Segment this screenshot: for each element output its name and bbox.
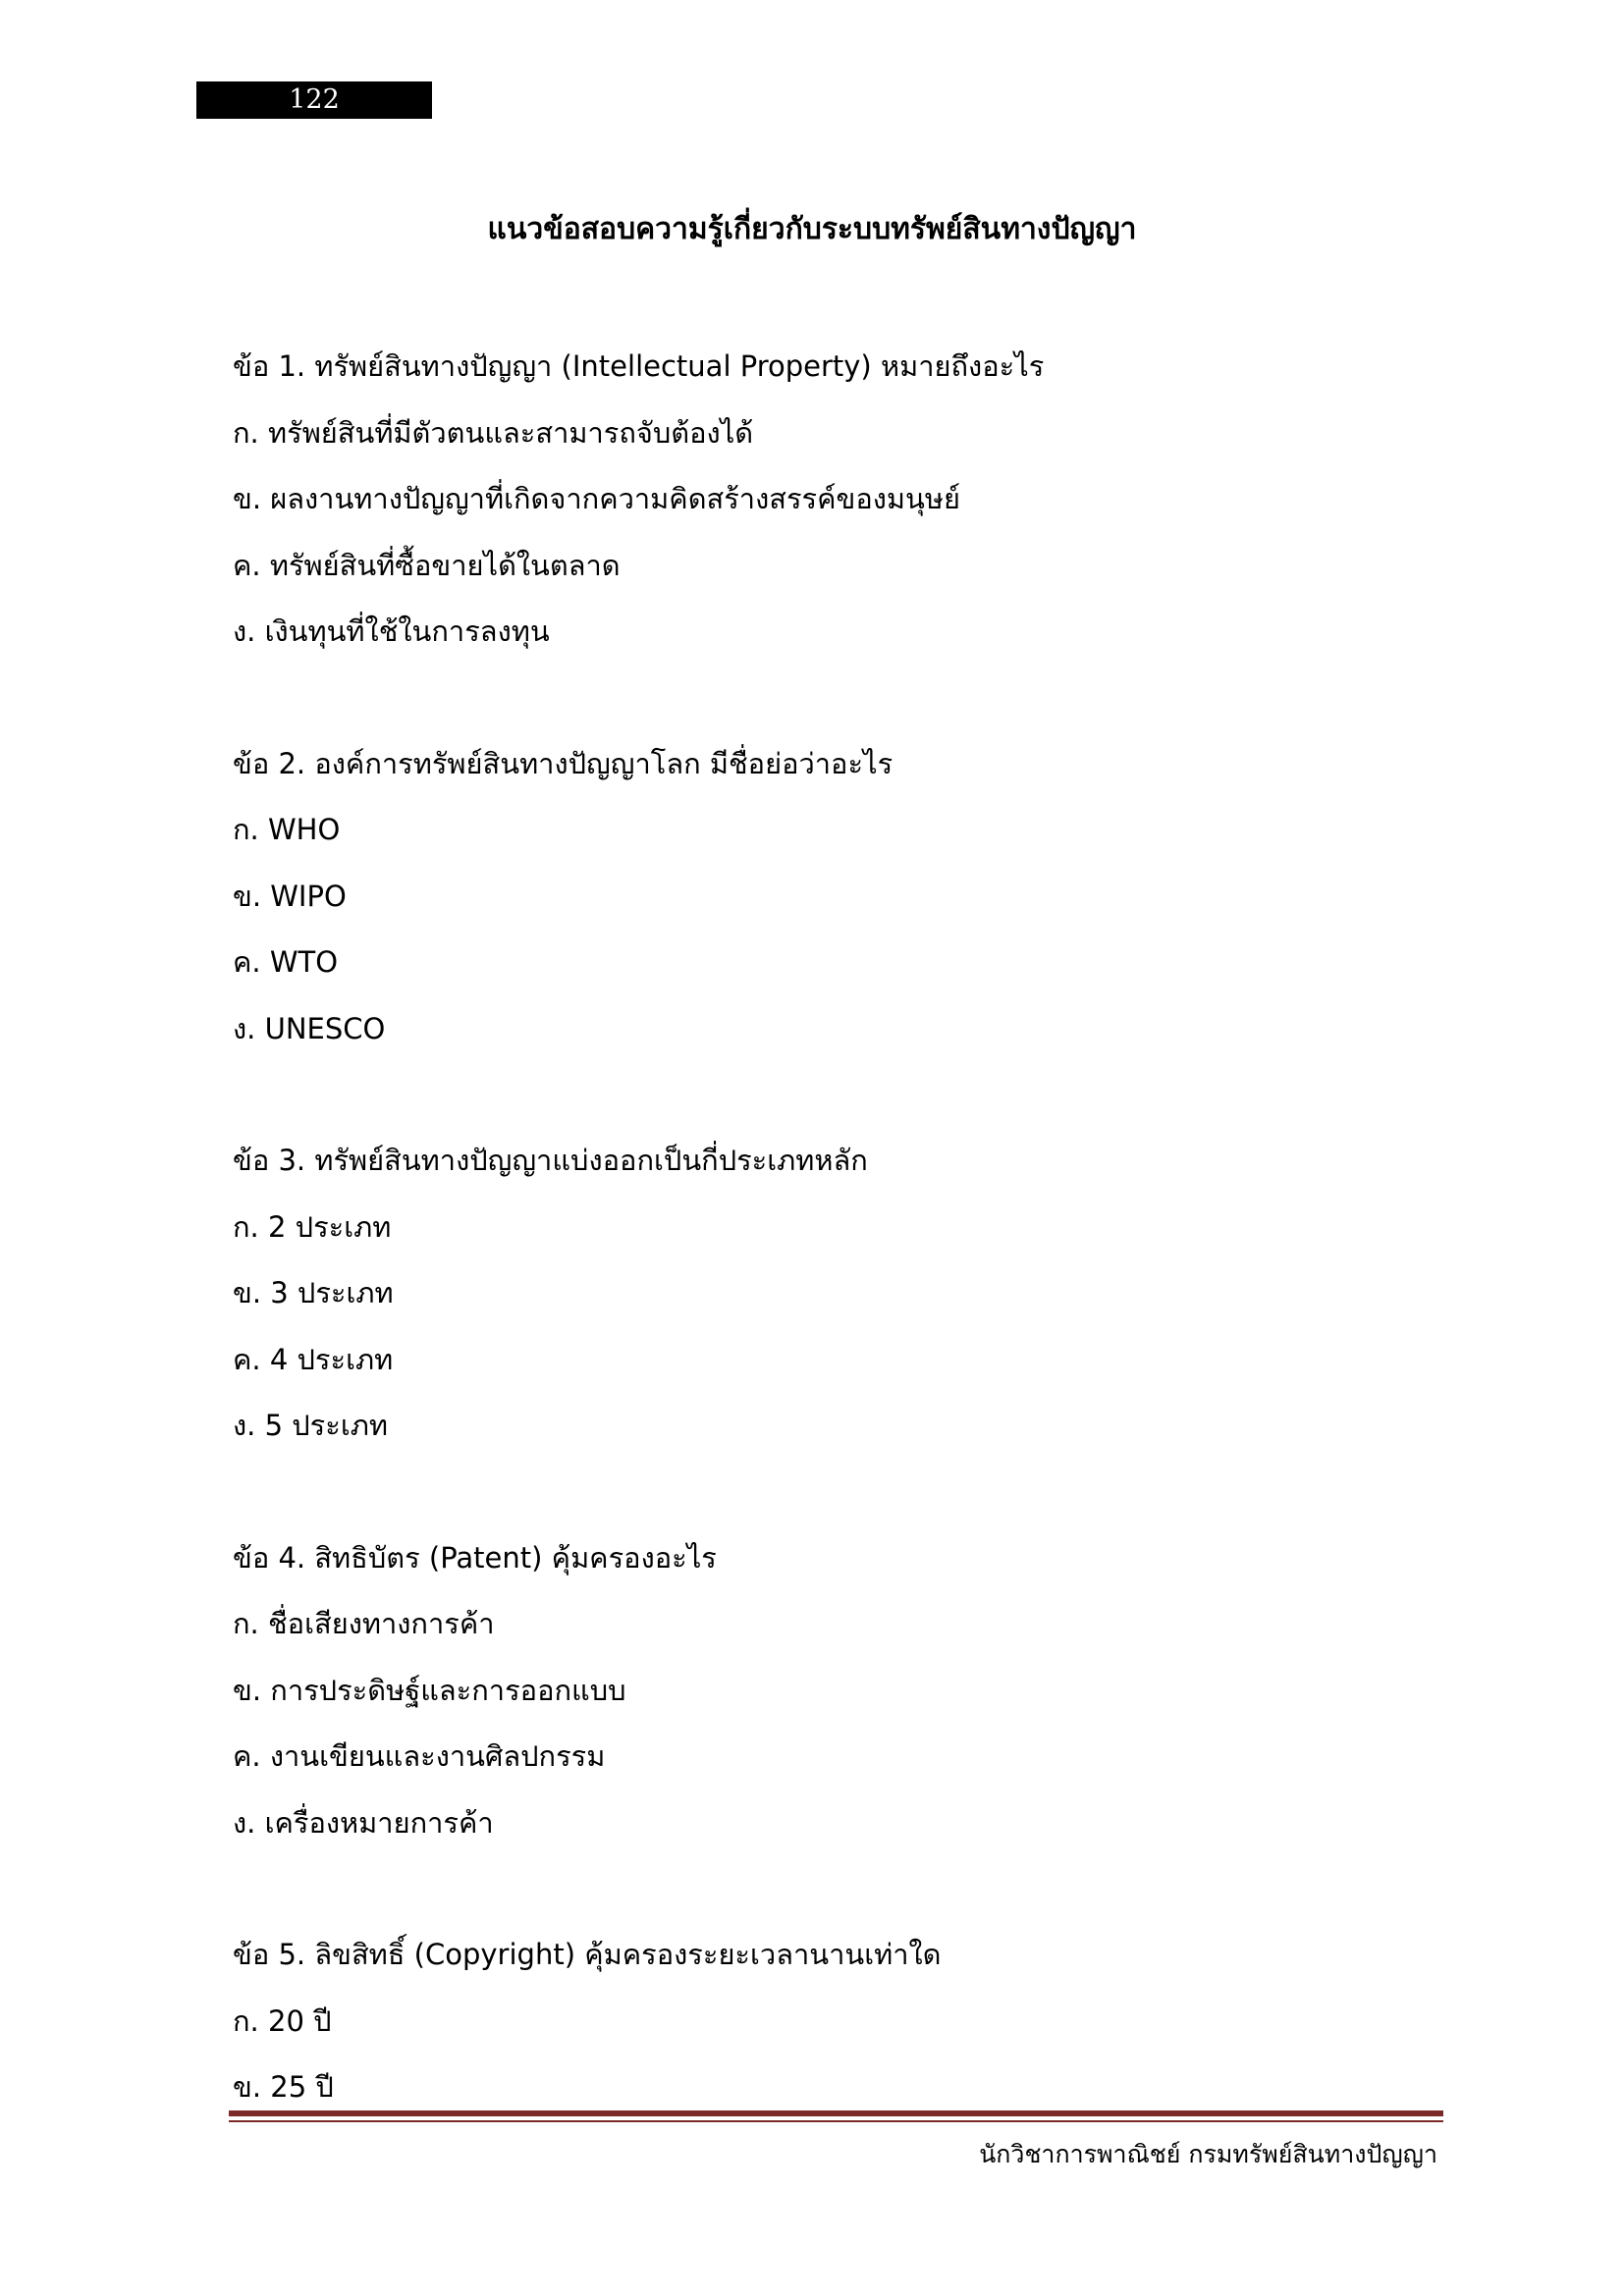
page-number: 122: [196, 81, 432, 119]
footer-divider-thin: [229, 2120, 1443, 2122]
question-5: [233, 1922, 1411, 2121]
answer-option: ก. ชื่อเสียงทางการค้า: [233, 1607, 495, 1640]
question-list: [233, 334, 1411, 2187]
answer-option: ข. ผลงานทางปัญญาที่เกิดจากความคิดสร้างสรรค์ของมนุษย์: [233, 482, 960, 515]
answer-option: ค. WTO: [233, 945, 339, 979]
answer-option: ข. 25 ปี: [233, 2070, 334, 2104]
answer-option: ค. 4 ประเภท: [233, 1342, 394, 1376]
answer-option: ง. เครื่องหมายการค้า: [233, 1805, 494, 1840]
answer-option: ก. 2 ประเภท: [233, 1209, 392, 1244]
answer-option: ข. 3 ประเภท: [233, 1276, 394, 1309]
question-4: [233, 1525, 1411, 1857]
question-1: [233, 334, 1411, 666]
answer-option: ก. 20 ปี: [233, 2003, 332, 2038]
question-text: ข้อ 1. ทรัพย์สินทางปัญญา (Intellectual Property) หมายถึงอะไร: [233, 349, 1045, 383]
answer-option: ง. เงินทุนที่ใช้ในการลงทุน: [233, 614, 550, 648]
question-2: [233, 731, 1411, 1063]
answer-option: ข. WIPO: [233, 879, 347, 913]
question-text: ข้อ 4. สิทธิบัตร (Patent) คุ้มครองอะไร: [233, 1540, 717, 1575]
answer-option: ค. งานเขียนและงานศิลปกรรม: [233, 1739, 606, 1773]
question-3: [233, 1128, 1411, 1460]
page-title: แนวข้อสอบความรู้เกี่ยวกับระบบทรัพย์สินทางปัญญา: [487, 212, 1137, 246]
footer-divider: [229, 2110, 1443, 2116]
question-text: ข้อ 2. องค์การทรัพย์สินทางปัญญาโลก มีชื่อย่อว่าอะไร: [233, 746, 893, 780]
question-text: ข้อ 5. ลิขสิทธิ์ (Copyright) คุ้มครองระยะเวลานานเท่าใด: [233, 1938, 942, 1971]
question-text: ข้อ 3. ทรัพย์สินทางปัญญาแบ่งออกเป็นกี่ประเภทหลัก: [233, 1144, 868, 1177]
answer-option: ก. WHO: [233, 813, 341, 846]
answer-option: ง. UNESCO: [233, 1011, 386, 1045]
answer-option: ค. ทรัพย์สินที่ซื้อขายได้ในตลาด: [233, 548, 621, 582]
answer-option: ก. ทรัพย์สินที่มีตัวตนและสามารถจับต้องได้: [233, 415, 754, 450]
footer-text: นักวิชาการพาณิชย์ กรมทรัพย์สินทางปัญญา: [979, 2140, 1437, 2168]
answer-option: ง. 5 ประเภท: [233, 1409, 388, 1442]
answer-option: ข. การประดิษฐ์และการออกแบบ: [233, 1673, 626, 1707]
